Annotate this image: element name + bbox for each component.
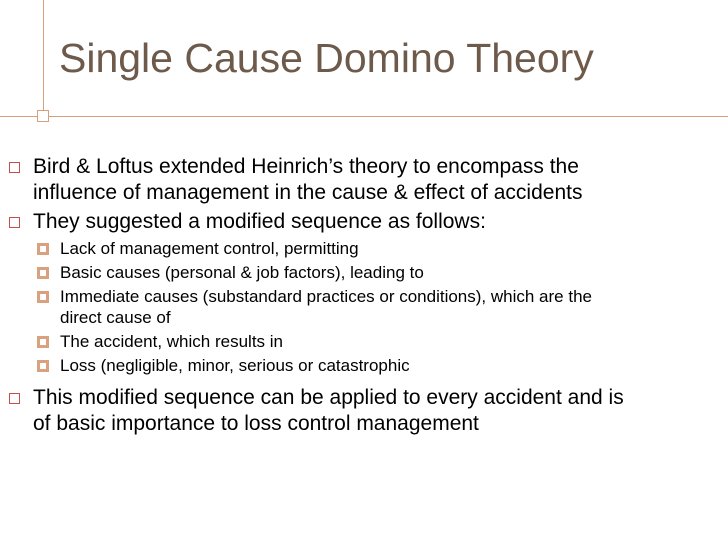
bullet-text-line: Basic causes (personal & job factors), leading to xyxy=(60,263,424,282)
bullet-text-line: Bird & Loftus extended Heinrich’s theory to encompass the xyxy=(33,155,579,178)
bullet-item-level-2 xyxy=(0,331,728,352)
vertical-accent-rule xyxy=(43,0,44,117)
bullet-text-line: of basic importance to loss control management xyxy=(33,412,479,435)
bullet-text-line: They suggested a modified sequence as follows: xyxy=(33,210,486,233)
slide-title: Single Cause Domino Theory xyxy=(59,35,594,81)
bullet-item-level-2 xyxy=(0,262,728,283)
bullet-text-line: Immediate causes (substandard practices or conditions), which are the xyxy=(60,287,592,306)
corner-square-ornament xyxy=(37,110,49,122)
filled-square-bullet-icon xyxy=(37,336,49,348)
filled-square-bullet-icon xyxy=(37,360,49,372)
bullet-text-line: direct cause of xyxy=(60,308,171,327)
filled-square-bullet-icon xyxy=(37,243,49,255)
bullet-text-line: Lack of management control, permitting xyxy=(60,239,359,258)
horizontal-accent-rule xyxy=(0,116,728,117)
bullet-item-level-2 xyxy=(0,238,728,259)
bullet-text-line: The accident, which results in xyxy=(60,332,283,351)
bullet-text-line: influence of management in the cause & effect of accidents xyxy=(33,181,583,204)
bullet-item-level-2 xyxy=(0,355,728,376)
bullet-text-line: This modified sequence can be applied to every accident and is xyxy=(33,386,624,409)
filled-square-bullet-icon xyxy=(37,291,49,303)
bullet-item-level-1 xyxy=(0,209,728,235)
bullet-text-line: Loss (negligible, minor, serious or catastrophic xyxy=(60,356,410,375)
filled-square-bullet-icon xyxy=(37,267,49,279)
bullet-list xyxy=(0,154,728,440)
hollow-square-bullet-icon xyxy=(9,162,20,173)
bullet-item-level-1 xyxy=(0,385,728,437)
bullet-item-level-1 xyxy=(0,154,728,206)
hollow-square-bullet-icon xyxy=(9,217,20,228)
bullet-item-level-2 xyxy=(0,286,728,328)
hollow-square-bullet-icon xyxy=(9,393,20,404)
